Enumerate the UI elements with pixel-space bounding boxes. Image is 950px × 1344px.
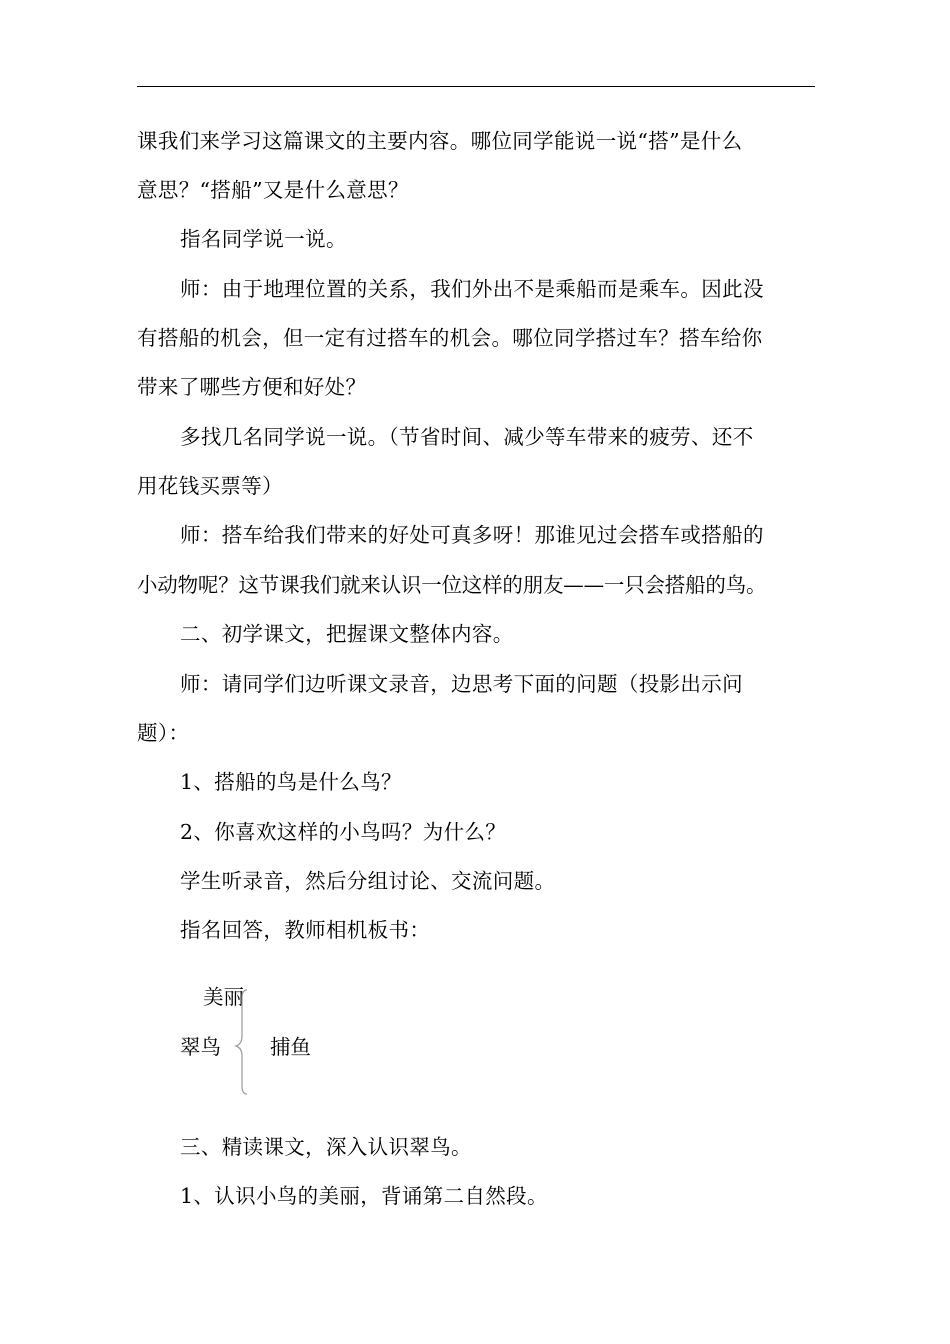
board-subject: 翠鸟 bbox=[180, 1035, 221, 1059]
board-trait-beautiful: 美丽 bbox=[203, 985, 244, 1009]
paragraph-line: 1、认识小鸟的美丽，背诵第二自然段。 bbox=[180, 1184, 548, 1208]
question-item: 1、搭船的鸟是什么鸟？ bbox=[180, 770, 402, 794]
paragraph-line: 指名同学说一说。 bbox=[180, 227, 347, 251]
paragraph-line: 带来了哪些方便和好处？ bbox=[137, 375, 367, 399]
paragraph-line: 师：由于地理位置的关系，我们外出不是乘船而是乘车。因此没 bbox=[180, 277, 764, 301]
paragraph-line: 意思？“搭船”又是什么意思？ bbox=[137, 178, 409, 202]
paragraph-line: 用花钱买票等） bbox=[137, 474, 283, 498]
curly-brace-icon bbox=[231, 982, 255, 1102]
paragraph-line: 指名回答，教师相机板书： bbox=[180, 918, 431, 942]
paragraph-line: 多找几名同学说一说。（节省时间、减少等车带来的疲劳、还不 bbox=[180, 425, 754, 449]
paragraph-line: 小动物呢？这节课我们就来认识一位这样的朋友——一只会搭船的鸟。 bbox=[137, 573, 767, 597]
paragraph-line: 师：搭车给我们带来的好处可真多呀！那谁见过会搭车或搭船的 bbox=[180, 523, 764, 547]
question-item: 2、你喜欢这样的小鸟吗？为什么？ bbox=[180, 820, 507, 844]
paragraph-line: 学生听录音，然后分组讨论、交流问题。 bbox=[180, 869, 556, 893]
paragraph-line: 师：请同学们边听课文录音，边思考下面的问题（投影出示问 bbox=[180, 672, 743, 696]
header-rule bbox=[137, 86, 815, 87]
paragraph-line: 有搭船的机会，但一定有过搭车的机会。哪位同学搭过车？搭车给你 bbox=[137, 326, 763, 350]
paragraph-line: 题）： bbox=[137, 721, 190, 745]
paragraph-line: 课我们来学习这篇课文的主要内容。哪位同学能说一说“搭”是什么 bbox=[137, 129, 743, 153]
section-heading: 二、初学课文，把握课文整体内容。 bbox=[180, 622, 514, 646]
blackboard-diagram bbox=[137, 982, 337, 1102]
section-heading: 三、精读课文，深入认识翠鸟。 bbox=[180, 1135, 472, 1159]
board-trait-fishing: 捕鱼 bbox=[270, 1035, 311, 1059]
